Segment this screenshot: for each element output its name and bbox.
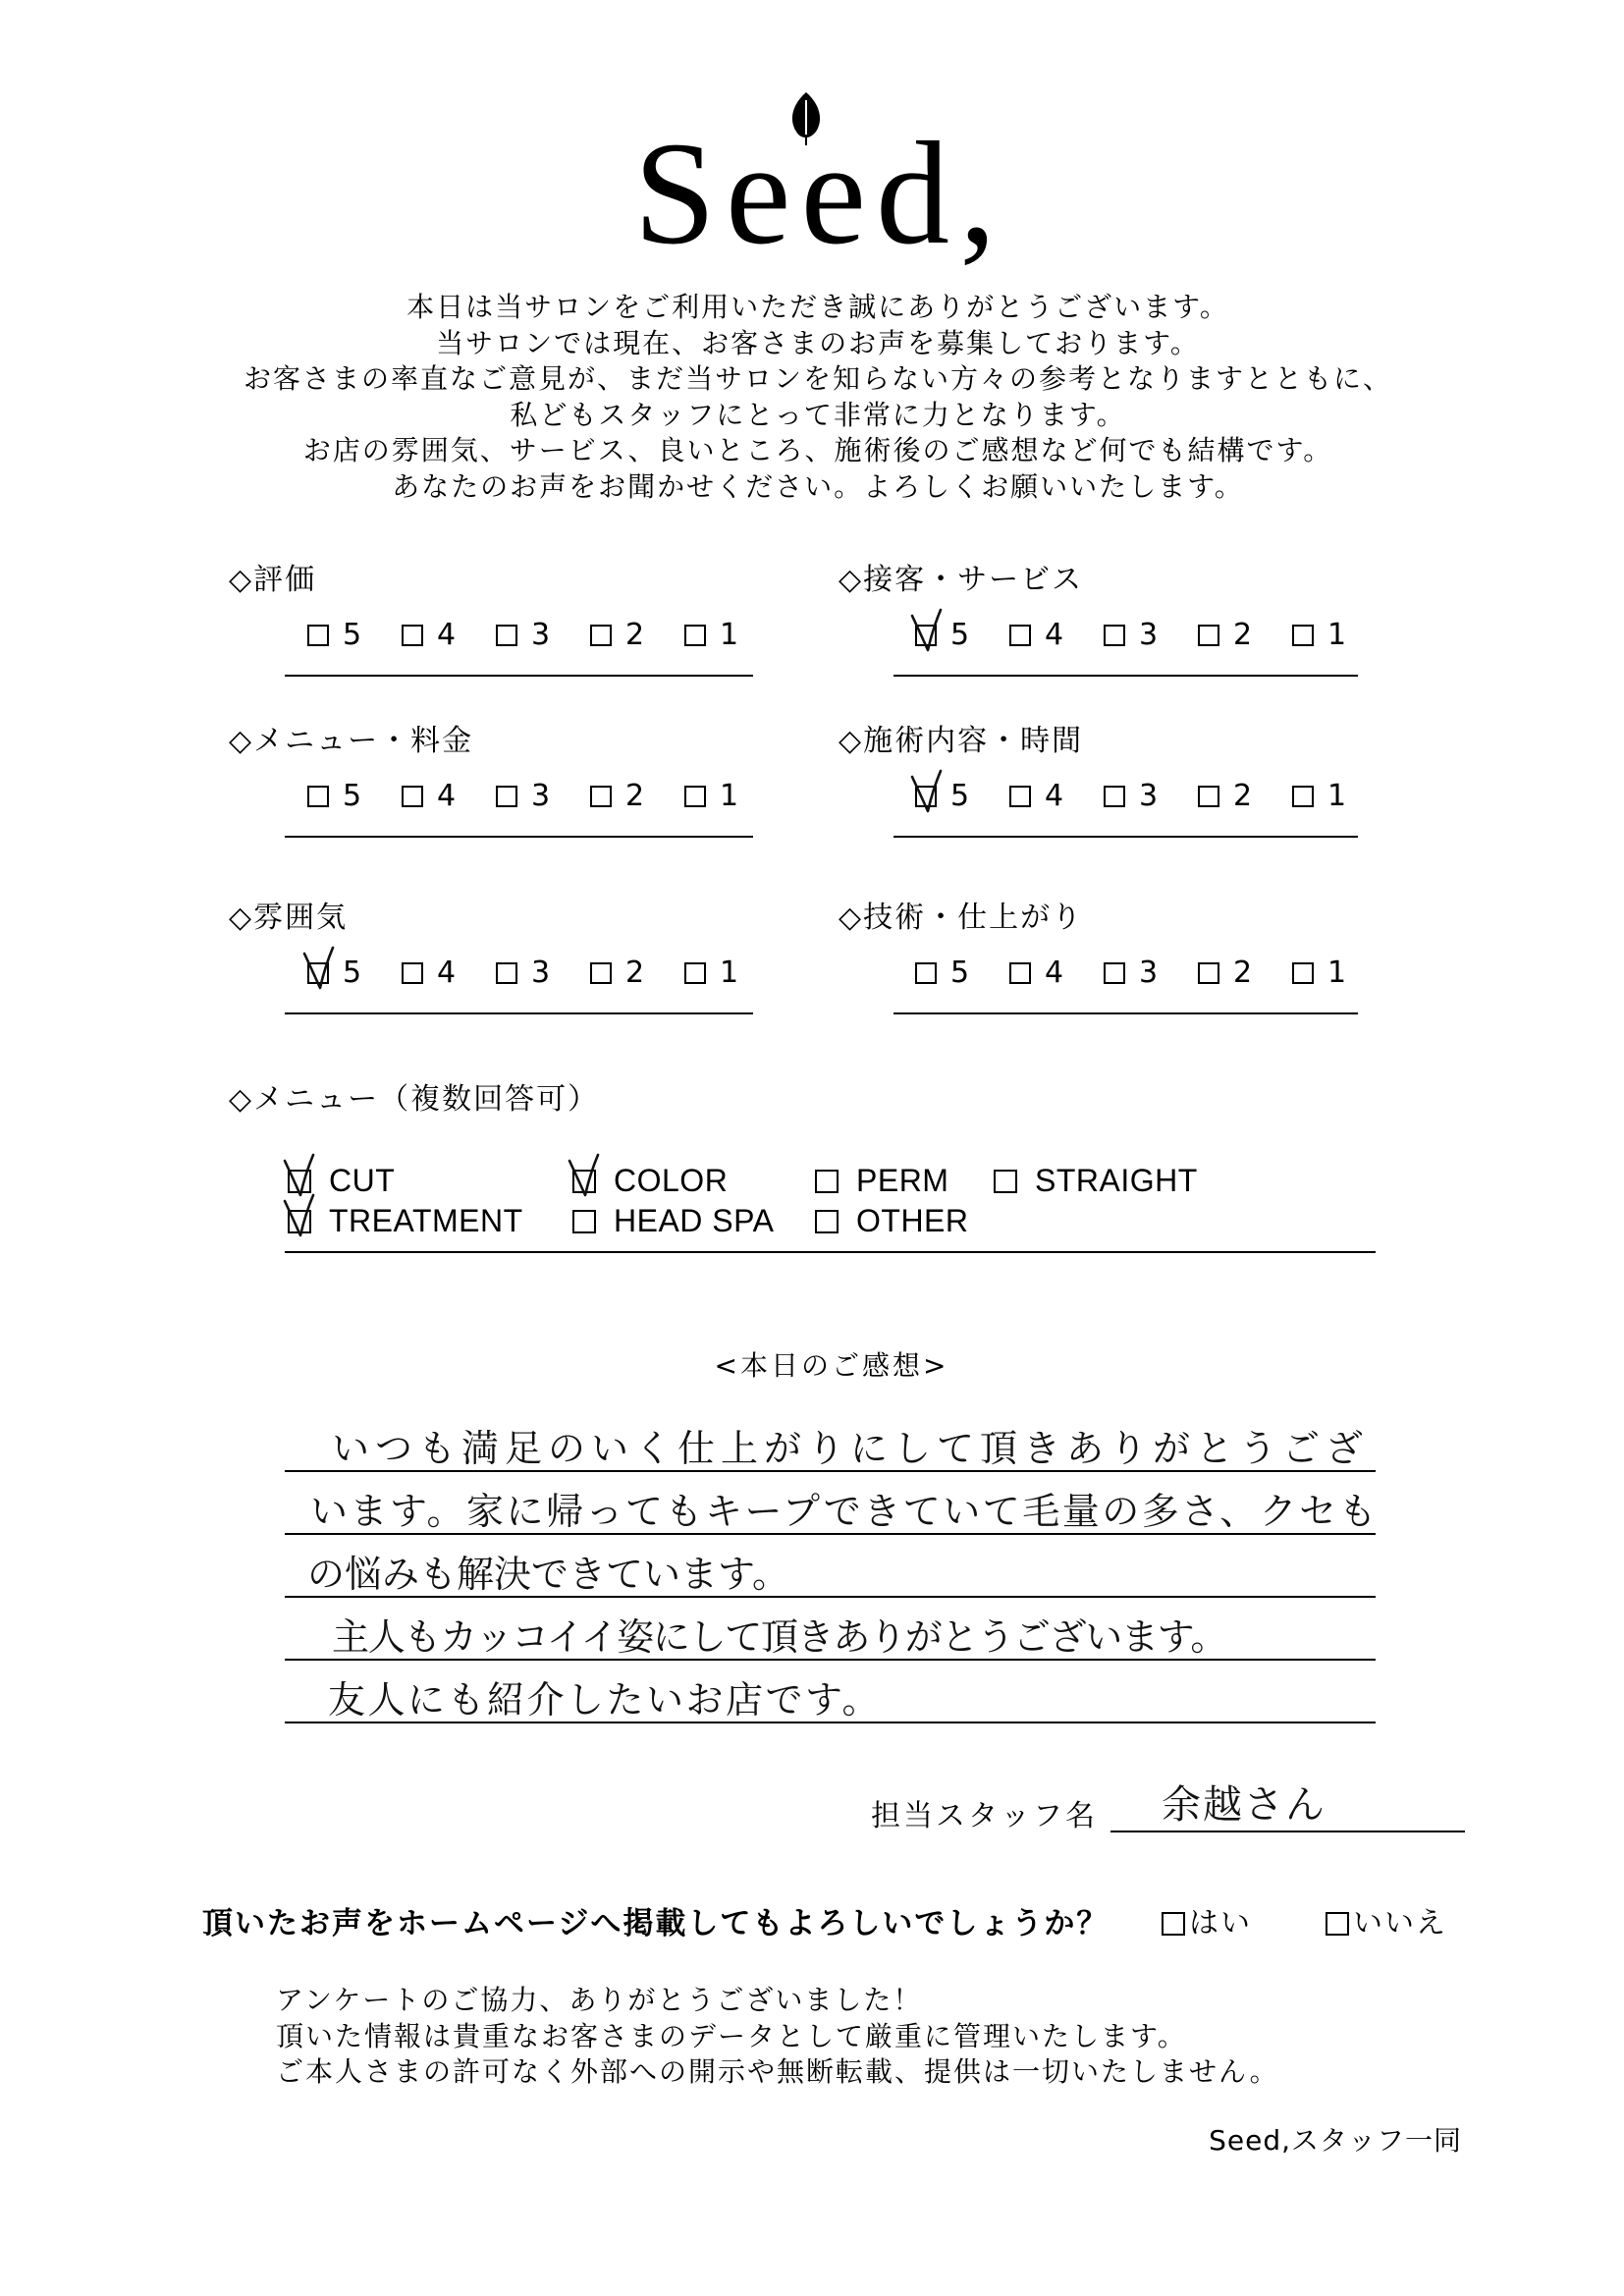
intro-line: 本日は当サロンをご利用いただき誠にありがとうございます。 — [406, 291, 1229, 323]
rating-option[interactable] — [590, 954, 684, 993]
rating-option-label: 2 — [1233, 956, 1253, 990]
checkbox[interactable] — [307, 962, 329, 984]
rating-options — [915, 954, 1386, 993]
checkbox[interactable] — [1292, 962, 1314, 984]
staff-name-field[interactable] — [1110, 1777, 1465, 1832]
closing-message — [276, 1983, 1279, 2091]
rating-label: ◇接客・サービス — [839, 563, 1084, 597]
rating-option[interactable] — [1292, 777, 1386, 816]
rating-option-label: 1 — [720, 956, 739, 990]
intro-message — [137, 290, 1498, 506]
consent-option[interactable] — [1326, 1904, 1489, 1943]
consent-option-label: いいえ — [1353, 1906, 1447, 1941]
intro-line: あなたのお声をお聞かせください。よろしくお願いいたします。 — [392, 469, 1244, 503]
checkbox[interactable] — [1198, 962, 1219, 984]
rating-technique-finish — [839, 899, 1369, 1026]
checkbox[interactable] — [915, 625, 937, 646]
rating-option-label: 3 — [1139, 956, 1159, 990]
checkbox[interactable] — [1104, 962, 1125, 984]
rating-option-label: 5 — [343, 618, 362, 652]
rating-option-label: 3 — [1139, 618, 1159, 652]
rating-option-label: 3 — [1139, 779, 1159, 813]
checkbox[interactable] — [1104, 625, 1125, 646]
intro-line: 当サロンでは現在、お客さまのお声を募集しております。 — [436, 326, 1200, 359]
checkbox[interactable] — [915, 962, 937, 984]
menu-option[interactable] — [815, 1161, 994, 1201]
rating-treatment-time — [839, 722, 1369, 849]
rating-option[interactable] — [1104, 616, 1198, 655]
rating-option[interactable] — [1292, 616, 1386, 655]
rating-options — [307, 954, 779, 993]
impressions-line[interactable] — [285, 1598, 1376, 1661]
menu-options — [288, 1161, 1219, 1241]
rating-option-label: 4 — [1045, 779, 1064, 813]
rating-option[interactable] — [1104, 777, 1198, 816]
brand-name: Seed, — [633, 112, 1006, 275]
checkbox[interactable] — [590, 962, 612, 984]
rating-underline — [285, 1012, 753, 1014]
menu-label: ◇メニュー（複数回答可） — [229, 1082, 600, 1117]
impressions-field — [285, 1409, 1380, 1723]
check-mark-icon — [909, 768, 945, 815]
checkbox[interactable] — [915, 786, 937, 807]
rating-option[interactable] — [307, 616, 402, 655]
rating-option[interactable] — [1009, 616, 1104, 655]
staff-name-label: 担当スタッフ名 — [871, 1799, 1098, 1833]
checkbox[interactable] — [496, 962, 517, 984]
checkbox[interactable] — [288, 1170, 311, 1193]
checkbox[interactable] — [572, 1170, 596, 1193]
rating-option-label: 5 — [343, 956, 362, 990]
rating-option[interactable] — [496, 616, 590, 655]
menu-underline — [285, 1251, 1376, 1253]
rating-option[interactable] — [1009, 954, 1104, 993]
rating-option[interactable] — [590, 777, 684, 816]
check-mark-icon — [301, 945, 337, 992]
rating-option[interactable] — [1198, 616, 1292, 655]
checkbox[interactable] — [402, 625, 423, 646]
rating-option-label: 3 — [531, 779, 551, 813]
consent-option-label: はい — [1189, 1906, 1252, 1941]
rating-option-label: 1 — [1327, 618, 1347, 652]
check-mark-icon — [567, 1152, 602, 1199]
impressions-line[interactable] — [285, 1409, 1376, 1472]
rating-option[interactable] — [1198, 954, 1292, 993]
rating-option-label: 5 — [950, 779, 970, 813]
rating-option[interactable] — [684, 777, 779, 816]
rating-option[interactable] — [684, 616, 779, 655]
menu-option-label: CUT — [329, 1163, 396, 1198]
checkbox[interactable] — [994, 1170, 1017, 1193]
check-mark-icon — [909, 607, 945, 654]
rating-option[interactable] — [1198, 777, 1292, 816]
rating-option[interactable] — [307, 777, 402, 816]
checkbox[interactable] — [402, 962, 423, 984]
rating-option-label: 4 — [437, 779, 457, 813]
rating-option[interactable] — [496, 777, 590, 816]
rating-option-label: 2 — [625, 779, 645, 813]
rating-option[interactable] — [915, 954, 1009, 993]
menu-option-label: PERM — [856, 1163, 949, 1198]
rating-option-label: 4 — [437, 618, 457, 652]
checkbox[interactable] — [1104, 786, 1125, 807]
intro-line: お店の雰囲気、サービス、良いところ、施術後のご感想など何でも結構です。 — [302, 434, 1333, 467]
rating-underline — [893, 675, 1358, 677]
menu-option-label: TREATMENT — [329, 1203, 523, 1238]
rating-option-label: 2 — [1233, 779, 1253, 813]
impressions-line[interactable] — [285, 1661, 1376, 1723]
rating-label: ◇技術・仕上がり — [839, 901, 1084, 935]
checkbox[interactable] — [590, 786, 612, 807]
rating-underline — [893, 836, 1358, 838]
checkbox[interactable] — [1326, 1912, 1349, 1936]
closing-line: アンケートのご協力、ありがとうございました！ — [276, 1984, 923, 2016]
checkbox[interactable] — [1198, 625, 1219, 646]
check-mark-icon — [282, 1192, 317, 1239]
rating-option-label: 1 — [1327, 956, 1347, 990]
rating-option[interactable] — [402, 777, 496, 816]
rating-option-label: 2 — [1233, 618, 1253, 652]
checkbox[interactable] — [684, 625, 706, 646]
rating-option[interactable] — [684, 954, 779, 993]
rating-option[interactable] — [915, 777, 1009, 816]
handwritten-text: いつも満足のいく仕上がりにして頂きありがとうござ — [332, 1427, 1370, 1470]
publish-consent-options — [1162, 1904, 1489, 1943]
impressions-line[interactable] — [285, 1472, 1380, 1535]
rating-options — [915, 616, 1386, 655]
checkbox[interactable] — [684, 786, 706, 807]
rating-option-label: 4 — [1045, 618, 1064, 652]
rating-option-label: 4 — [437, 956, 457, 990]
rating-option[interactable] — [307, 954, 402, 993]
rating-underline — [893, 1012, 1358, 1014]
rating-label: ◇雰囲気 — [229, 901, 349, 935]
rating-option-label: 1 — [720, 779, 739, 813]
checkbox[interactable] — [684, 962, 706, 984]
rating-option[interactable] — [1292, 954, 1386, 993]
rating-option[interactable] — [496, 954, 590, 993]
rating-underline — [285, 675, 753, 677]
menu-option-label: COLOR — [614, 1163, 729, 1198]
menu-option[interactable] — [288, 1161, 572, 1201]
menu-option[interactable] — [288, 1201, 572, 1241]
checkbox[interactable] — [1009, 786, 1031, 807]
rating-option-label: 1 — [720, 618, 739, 652]
rating-option-label: 2 — [625, 618, 645, 652]
checkbox[interactable] — [815, 1170, 839, 1193]
rating-label: ◇メニュー・料金 — [229, 724, 474, 758]
menu-option-label: STRAIGHT — [1035, 1163, 1198, 1198]
rating-options — [307, 777, 779, 816]
checkbox[interactable] — [1292, 786, 1314, 807]
checkbox[interactable] — [307, 786, 329, 807]
rating-option[interactable] — [402, 616, 496, 655]
menu-option-label: OTHER — [856, 1203, 969, 1238]
rating-option-label: 2 — [625, 956, 645, 990]
publish-consent-question: 頂いたお声をホームページへ掲載してもよろしいでしょうか？ — [202, 1906, 1110, 1941]
checkbox[interactable] — [815, 1210, 839, 1233]
menu-option-label: HEAD SPA — [614, 1203, 775, 1238]
intro-line: お客さまの率直なご意見が、まだ当サロンを知らない方々の参考となりますとともに、 — [243, 362, 1392, 396]
rating-option-label: 3 — [531, 618, 551, 652]
rating-options — [915, 777, 1386, 816]
checkbox[interactable] — [288, 1210, 311, 1233]
checkbox[interactable] — [1162, 1912, 1185, 1936]
rating-option[interactable] — [402, 954, 496, 993]
checkbox[interactable] — [572, 1210, 596, 1233]
handwritten-text: 主人もカッコイイ姿にして頂きありがとうございます。 — [332, 1615, 1227, 1659]
rating-option-label: 5 — [950, 618, 970, 652]
checkbox[interactable] — [1009, 625, 1031, 646]
rating-label: ◇施術内容・時間 — [839, 724, 1084, 758]
checkbox[interactable] — [1009, 962, 1031, 984]
rating-option[interactable] — [1104, 954, 1198, 993]
checkbox[interactable] — [590, 625, 612, 646]
closing-line: 頂いた情報は貴重なお客さまのデータとして厳重に管理いたします。 — [276, 2019, 1187, 2052]
rating-atmosphere — [229, 899, 759, 1026]
consent-option[interactable] — [1162, 1904, 1326, 1943]
rating-option-label: 4 — [1045, 956, 1064, 990]
menu-option[interactable] — [994, 1161, 1219, 1201]
impressions-heading: <本日のご感想> — [714, 1349, 949, 1382]
rating-option-label: 1 — [1327, 779, 1347, 813]
menu-option[interactable] — [815, 1201, 994, 1241]
intro-line: 私どもスタッフにとって非常に力となります。 — [510, 398, 1126, 431]
rating-option[interactable] — [915, 616, 1009, 655]
staff-signature: Seed,スタッフ一同 — [1209, 2124, 1462, 2157]
rating-menu-price — [229, 722, 759, 849]
checkbox[interactable] — [1292, 625, 1314, 646]
staff-name-value: 余越さん — [1162, 1782, 1326, 1828]
rating-option-label: 5 — [950, 956, 970, 990]
handwritten-text: います。家に帰ってもキープできていて毛量の多さ、クセも — [310, 1490, 1380, 1533]
checkbox[interactable] — [1198, 786, 1219, 807]
checkbox[interactable] — [307, 625, 329, 646]
handwritten-text: 友人にも紹介したいお店です。 — [328, 1678, 882, 1722]
impressions-line[interactable] — [285, 1535, 1376, 1598]
rating-option-label: 3 — [531, 956, 551, 990]
rating-option-label: 5 — [343, 779, 362, 813]
rating-option[interactable] — [1009, 777, 1104, 816]
rating-label: ◇評価 — [229, 563, 317, 597]
handwritten-text: の悩みも解決できています。 — [307, 1553, 789, 1596]
checkbox[interactable] — [402, 786, 423, 807]
rating-option[interactable] — [590, 616, 684, 655]
closing-line: ご本人さまの許可なく外部への開示や無断転載、提供は一切いたしません。 — [276, 2055, 1279, 2088]
rating-underline — [285, 836, 753, 838]
rating-overall — [229, 561, 759, 688]
rating-options — [307, 616, 779, 655]
menu-option[interactable] — [572, 1201, 815, 1241]
menu-option[interactable] — [572, 1161, 815, 1201]
checkbox[interactable] — [496, 786, 517, 807]
rating-service — [839, 561, 1369, 688]
checkbox[interactable] — [496, 625, 517, 646]
